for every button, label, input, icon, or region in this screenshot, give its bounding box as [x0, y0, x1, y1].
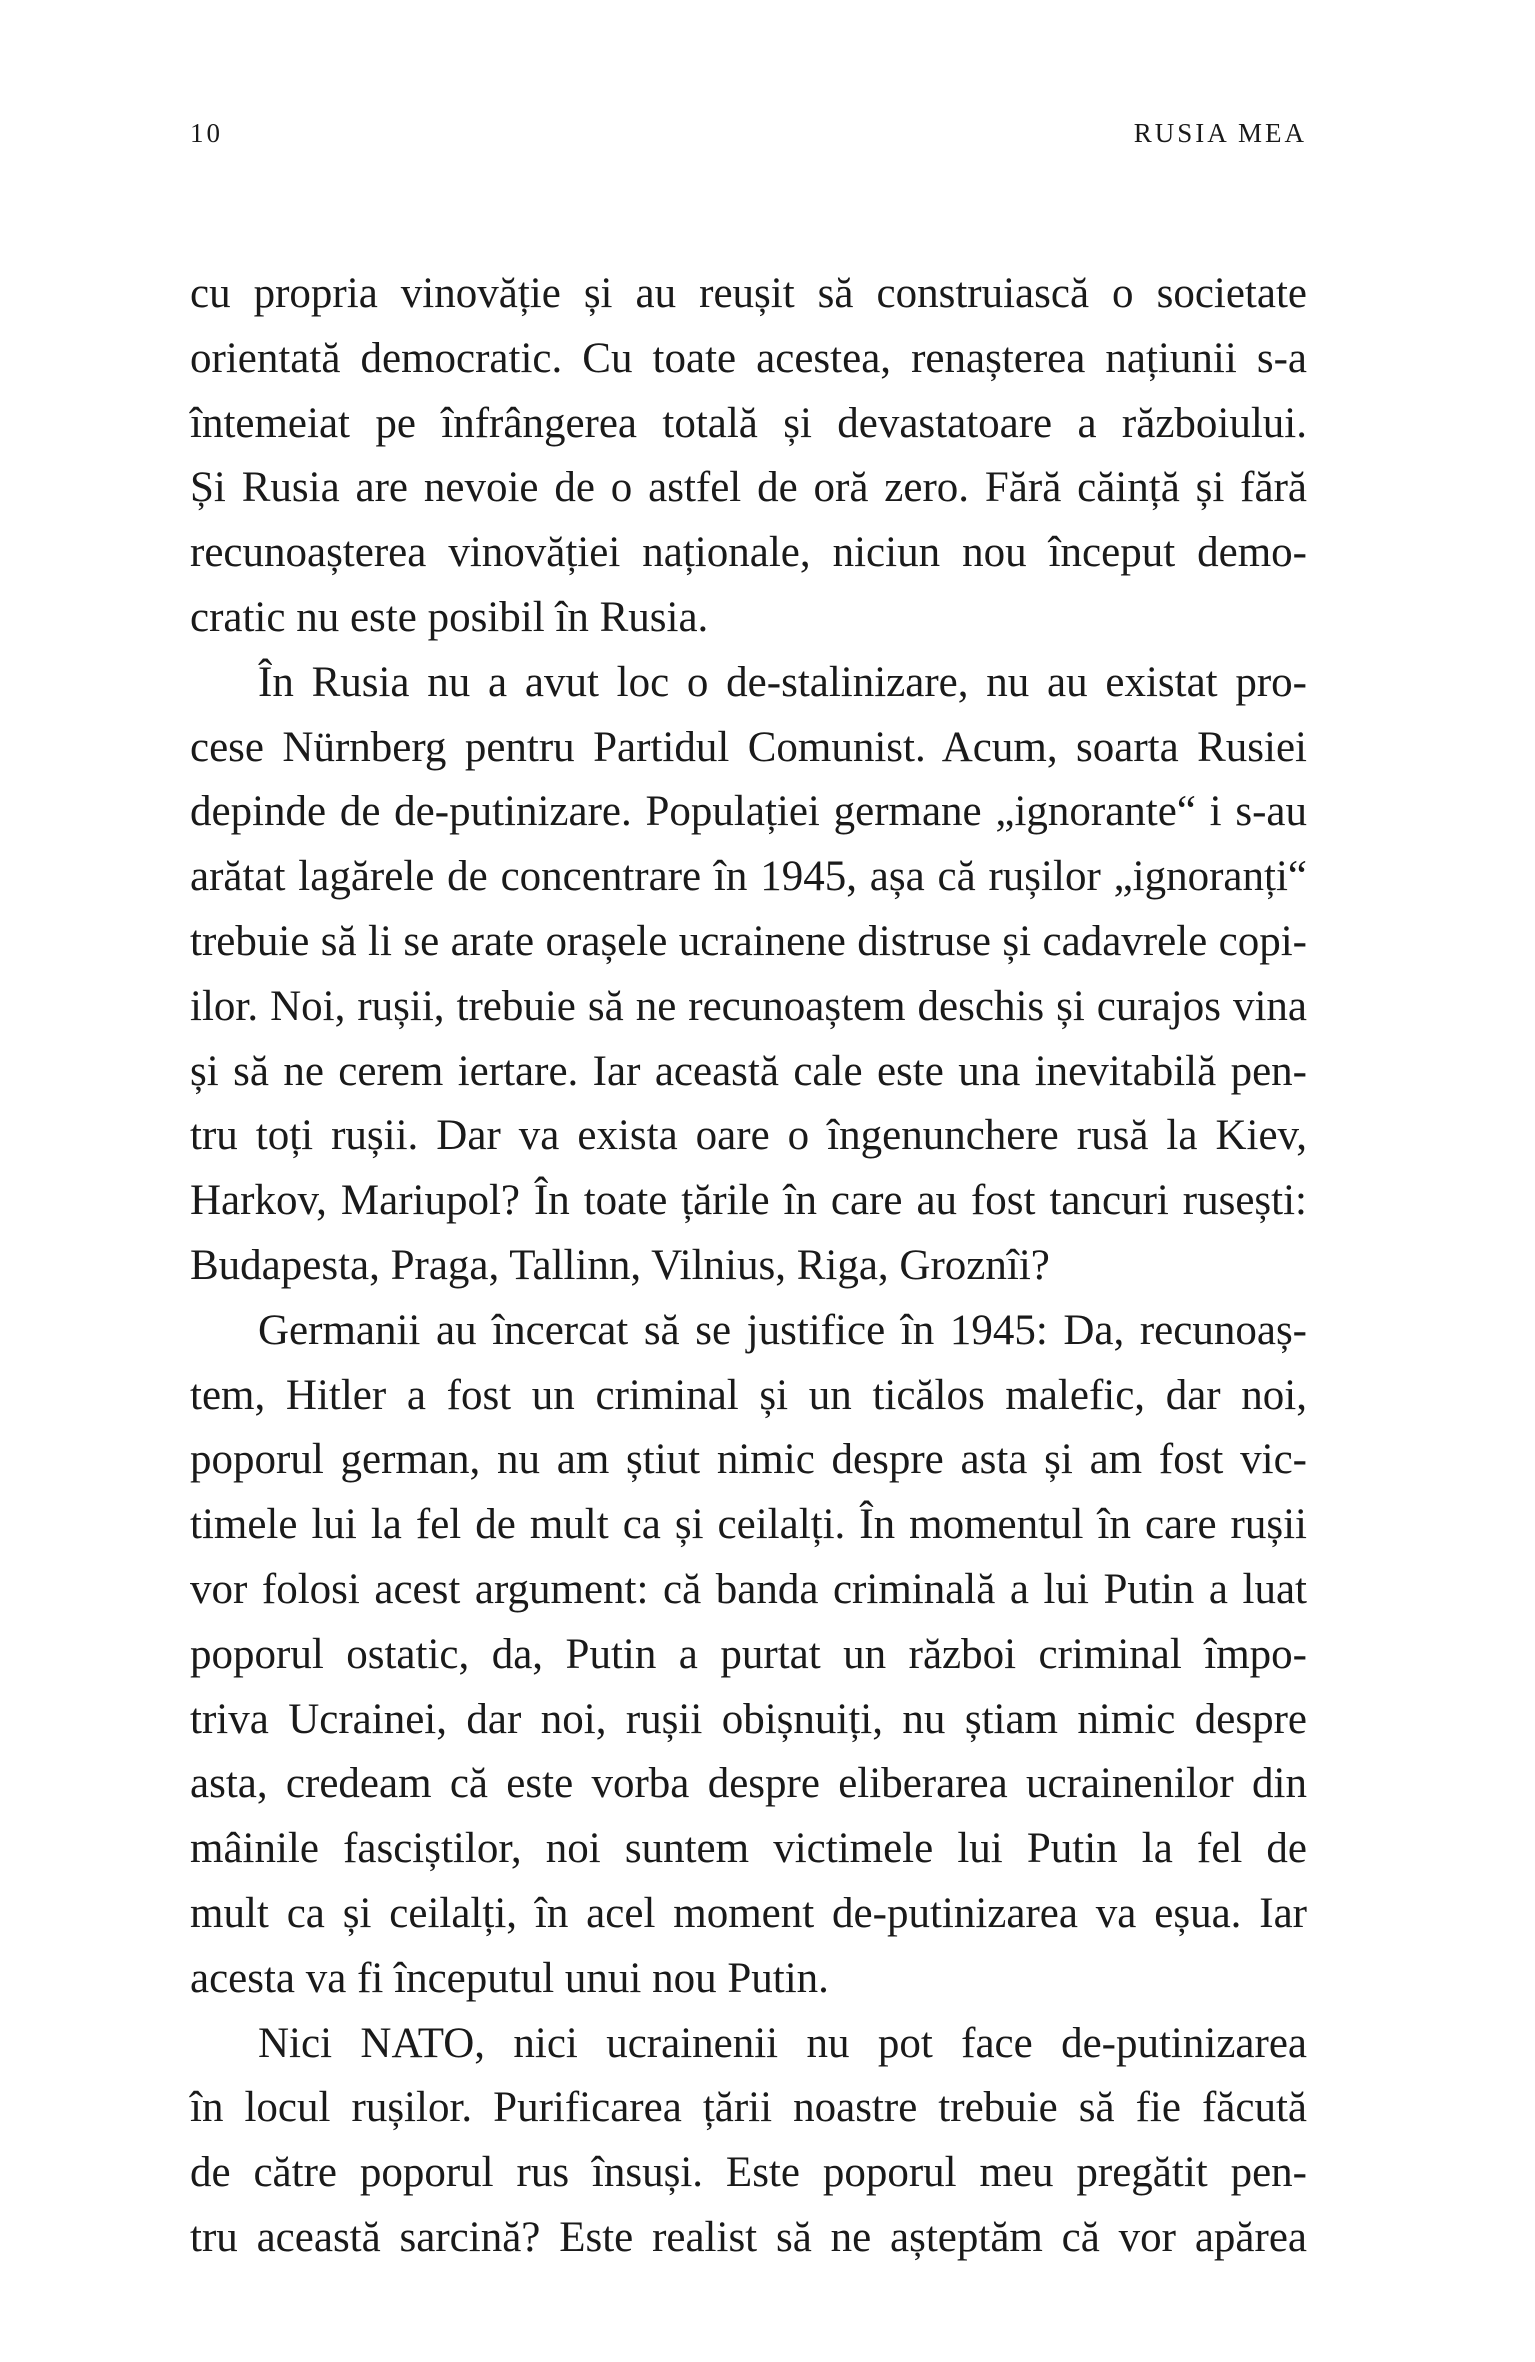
- text-line: și să ne cerem iertare. Iar această cale este una inevitabilă pen-: [190, 1047, 1307, 1095]
- text-line: Nici NATO, nici ucrainenii nu pot face de-putinizarea: [258, 2019, 1307, 2067]
- text-line: trebuie să li se arate orașele ucrainene distruse și cadavrele copi-: [190, 917, 1307, 965]
- body-text: [190, 262, 1307, 2271]
- page-header: [190, 118, 1307, 158]
- paragraph-3: [190, 1299, 1307, 2012]
- text-line: recunoașterea vinovăției naționale, niciun nou început demo-: [190, 529, 1307, 577]
- paragraph-2: [190, 651, 1307, 1299]
- text-line: orientată democratic. Cu toate acestea, renașterea națiunii s-a: [190, 334, 1307, 382]
- text-line: cese Nürnberg pentru Partidul Comunist. Acum, soarta Rusiei: [190, 723, 1307, 771]
- text-line: cratic nu este posibil în Rusia.: [190, 593, 709, 641]
- text-line: Harkov, Mariupol? În toate țările în care au fost tancuri rusești:: [190, 1177, 1307, 1225]
- paragraph-1: [190, 262, 1307, 651]
- text-line: triva Ucrainei, dar noi, rușii obișnuiți, nu știam nimic despre: [190, 1695, 1307, 1743]
- page-number: 10: [190, 118, 223, 148]
- text-line: arătat lagărele de concentrare în 1945, așa că rușilor „ignoranți“: [190, 853, 1307, 901]
- paragraph-4: [190, 2012, 1307, 2271]
- text-line: Germanii au încercat să se justifice în 1945: Da, recunoaș-: [258, 1306, 1307, 1354]
- text-line: În Rusia nu a avut loc o de-stalinizare, nu au existat pro-: [258, 658, 1307, 706]
- text-line: tem, Hitler a fost un criminal și un ticălos malefic, dar noi,: [190, 1371, 1307, 1419]
- text-line: poporul german, nu am știut nimic despre asta și am fost vic-: [190, 1436, 1307, 1484]
- text-line: cu propria vinovăție și au reușit să construiască o societate: [190, 270, 1307, 317]
- text-line: în locul rușilor. Purificarea țării noastre trebuie să fie făcută: [190, 2084, 1307, 2132]
- text-line: tru toți rușii. Dar va exista oare o îngenunchere rusă la Kiev,: [190, 1112, 1307, 1160]
- text-line: timele lui la fel de mult ca și ceilalți. În momentul în care rușii: [190, 1501, 1307, 1549]
- text-line: tru această sarcină? Este realist să ne așteptăm că vor apărea: [190, 2213, 1307, 2261]
- text-line: întemeiat pe înfrângerea totală și devastatoare a războiului.: [190, 399, 1307, 447]
- text-line: asta, credeam că este vorba despre eliberarea ucrainenilor din: [190, 1760, 1307, 1808]
- text-line: ilor. Noi, rușii, trebuie să ne recunoaștem deschis și curajos vina: [190, 982, 1307, 1030]
- text-line: mâinile fasciștilor, noi suntem victimele lui Putin la fel de: [190, 1825, 1307, 1873]
- text-line: Și Rusia are nevoie de o astfel de oră zero. Fără căință și fără: [190, 464, 1307, 512]
- text-line: Budapesta, Praga, Tallinn, Vilnius, Riga, Groznîi?: [190, 1241, 1050, 1289]
- text-line: depinde de de-putinizare. Populației germane „ignorante“ i s-au: [190, 788, 1307, 836]
- running-title: RUSIA MEA: [1133, 118, 1307, 148]
- text-line: de către poporul rus însuși. Este poporul meu pregătit pen-: [190, 2149, 1307, 2197]
- text-line: vor folosi acest argument: că banda criminală a lui Putin a luat: [190, 1565, 1307, 1613]
- text-line: poporul ostatic, da, Putin a purtat un război criminal împo-: [190, 1630, 1307, 1678]
- text-line: mult ca și ceilalți, în acel moment de-putinizarea va eșua. Iar: [190, 1889, 1307, 1937]
- text-line: acesta va fi începutul unui nou Putin.: [190, 1954, 829, 2002]
